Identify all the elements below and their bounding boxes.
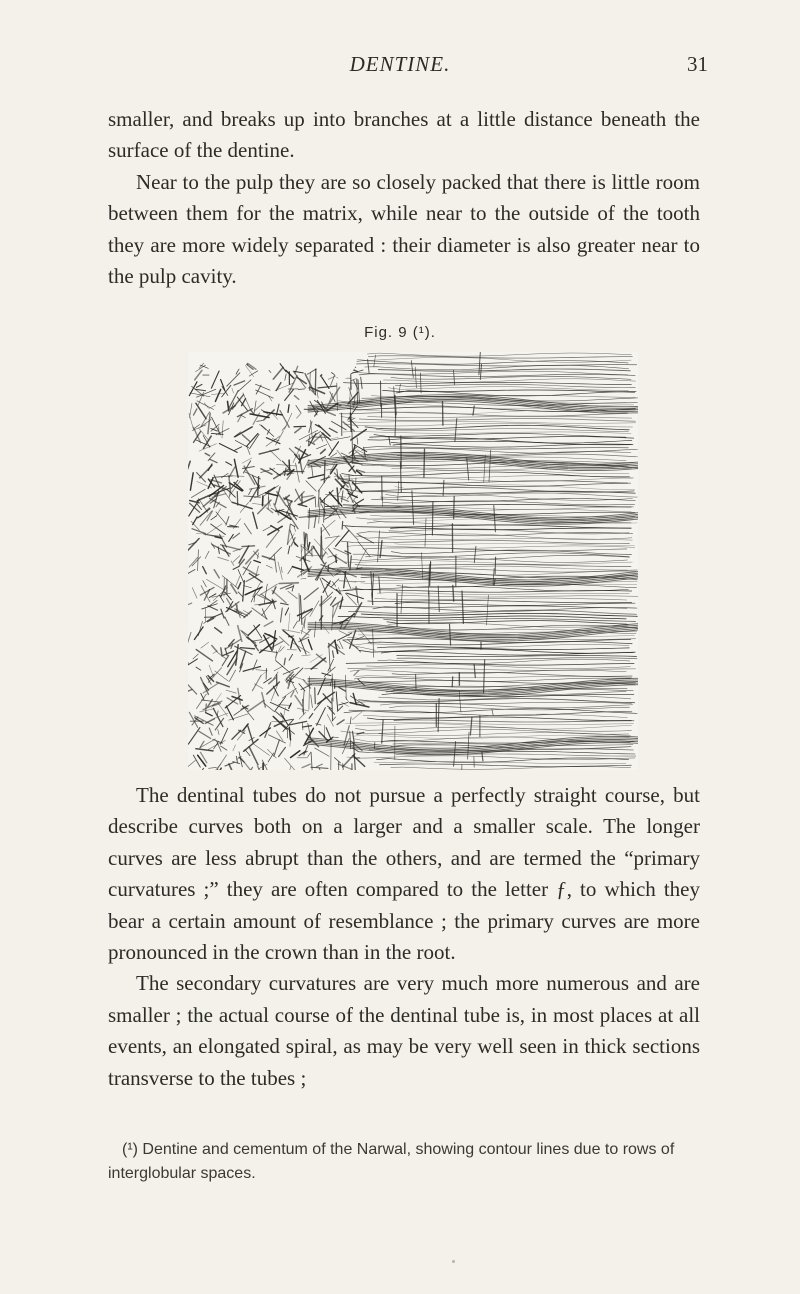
paragraph-secondary-curvatures: The secondary curvatures are very much more numerous and are smaller ; the actual course of the dentinal tube is, in most places at all events, an elongated spiral, as may be very well seen in thick sections transverse to the tubes ; <box>108 971 700 1090</box>
body-text-bottom <box>108 780 700 1094</box>
paper-speck <box>452 1260 455 1263</box>
dentine-engraving-image <box>188 352 638 770</box>
paragraph-continuation: smaller, and breaks up into branches at a little distance beneath the surface of the dentine. <box>108 107 700 163</box>
running-head <box>0 52 800 82</box>
running-title: DENTINE. <box>349 52 451 76</box>
paragraph-primary-curvatures: The dentinal tubes do not pursue a perfectly straight course, but describe curves both on a larger and a smaller scale. The longer curves are less abrupt than the others, and are termed the “primary curvatures ;” they are often compared to the letter ƒ, to which they bear a certain amount of resemblance ; the primary curves are more pronounced in the crown than in the root. <box>108 783 700 965</box>
page-number: 31 <box>687 52 708 76</box>
body-text-top <box>108 104 700 292</box>
paragraph-pulp-density: Near to the pulp they are so closely packed that there is little room between them for the matrix, while near to the outside of the tooth they are more widely separated : their diameter is also greater near to the pulp cavity. <box>108 169 700 289</box>
figure-engraving <box>188 352 638 770</box>
figure-caption: Fig. 9 (¹). <box>364 324 436 341</box>
footnote: (¹) Dentine and cementum of the Narwal, showing contour lines due to rows of interglobular spaces. <box>108 1141 675 1182</box>
